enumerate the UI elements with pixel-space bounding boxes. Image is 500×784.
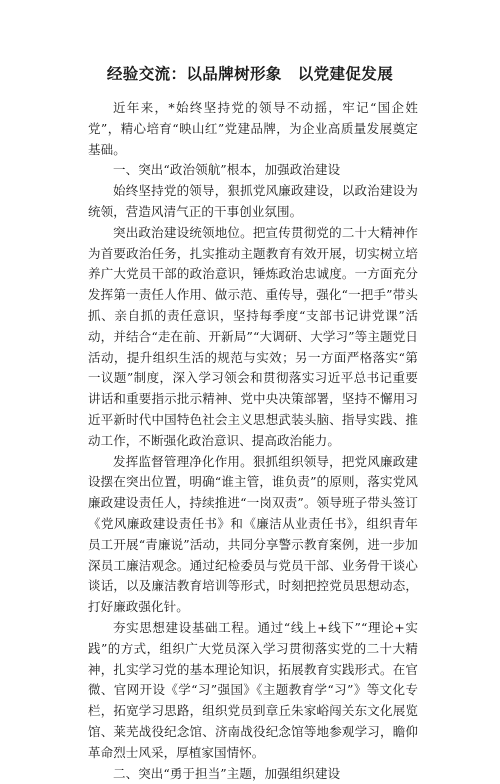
- section-heading-1: 一、突出“政治领航”根本，加强政治建设: [88, 160, 418, 181]
- section-heading-2: 二、突出“勇于担当”主题，加强组织建设: [88, 764, 418, 784]
- section1-paragraph-4: 夯实思想建设基础工程。通过“线上+线下”“理论+实践”的方式，组织广大党员深入学习贯彻落实党的二十大精神，扎实学习党的基本理论知识，拓展教育实践形式。在官微、官网开设《学“习”强国》《主题教育学“习”》等文化专栏，拓宽学习思路，组织党员到章丘朱家峪闯关东文化展览馆、莱芜战役纪念馆、济南战役纪念馆等地参观学习，瞻仰革命烈士风采，厚植家国情怀。: [88, 618, 418, 764]
- intro-paragraph: 近年来，*始终坚持党的领导不动摇，牢记“国企姓党”，精心培育“映山红”党建品牌，为企业高质量发展奠定基础。: [88, 98, 418, 160]
- section1-paragraph-1: 始终坚持党的领导，狠抓党风廉政建设，以政治建设为统领，营造风清气正的干事创业氛围。: [88, 181, 418, 223]
- section1-paragraph-3: 发挥监督管理净化作用。狠抓组织领导，把党风廉政建设摆在突出位置，明确“谁主管，谁负责”的原则，落实党风廉政建设责任人，持续推进“一岗双责”。领导班子带头签订《党风廉政建设责任书》和《廉洁从业责任书》，组织青年员工开展“青廉说”活动，共同分享警示教育案例，进一步加深员工廉洁观念。通过纪检委员与党员干部、业务骨干谈心谈话，以及廉洁教育培训等形式，时刻把控党员思想动态，打好廉政强化针。: [88, 452, 418, 618]
- document-body: [88, 98, 418, 784]
- document-title: 经验交流：以品牌树形象 以党建促发展: [0, 64, 500, 84]
- section1-paragraph-2: 突出政治建设统领地位。把宣传贯彻党的二十大精神作为首要政治任务，扎实推动主题教育有效开展，切实树立培养广大党员干部的政治意识，锤炼政治忠诚度。一方面充分发挥第一责任人作用、做示范、重传导，强化“一把手”带头抓、亲自抓的责任意识，坚持每季度“支部书记讲党课”活动，并结合“走在前、开新局”“大调研、大学习”等主题党日活动，提升组织生活的规范与实效；另一方面严格落实“第一议题”制度，深入学习领会和贯彻落实习近平总书记重要讲话和重要指示批示精神、党中央决策部署，坚持不懈用习近平新时代中国特色社会主义思想武装头脑、指导实践、推动工作，不断强化政治意识、提高政治能力。: [88, 223, 418, 452]
